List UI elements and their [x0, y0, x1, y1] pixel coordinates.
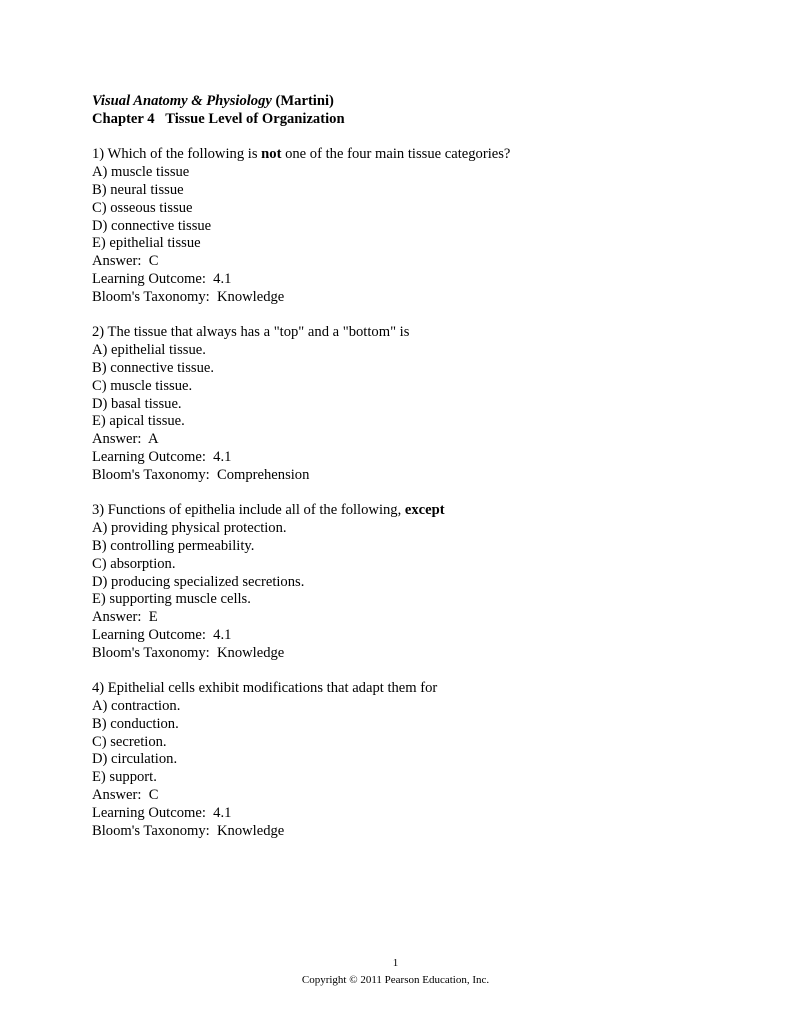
option-b: B) neural tissue	[92, 181, 184, 198]
learning-outcome: Learning Outcome: 4.1	[92, 270, 232, 287]
option-b: B) controlling permeability.	[92, 537, 255, 554]
option-d: D) circulation.	[92, 751, 178, 768]
spacer	[92, 663, 732, 681]
question-2	[92, 324, 732, 484]
learning-outcome: Learning Outcome: 4.1	[92, 626, 232, 643]
blooms-taxonomy: Bloom's Taxonomy: Knowledge	[92, 644, 285, 661]
option-d: D) connective tissue	[92, 217, 212, 234]
option-c: C) osseous tissue	[92, 199, 193, 216]
question-stem-emphasis: not	[261, 146, 282, 163]
option-e: E) apical tissue.	[92, 413, 185, 430]
spacer	[92, 129, 732, 147]
option-b: B) conduction.	[92, 715, 179, 732]
option-a: A) contraction.	[92, 698, 181, 715]
learning-outcome: Learning Outcome: 4.1	[92, 804, 232, 821]
question-stem-text: 2) The tissue that always has a "top" and a "bottom" is	[92, 324, 410, 341]
answer: Answer: C	[92, 787, 159, 804]
option-d: D) producing specialized secretions.	[92, 573, 305, 590]
option-c: C) absorption.	[92, 555, 176, 572]
option-a: A) muscle tissue	[92, 164, 190, 181]
option-e: E) epithelial tissue	[92, 235, 201, 252]
option-a: A) providing physical protection.	[92, 520, 287, 537]
answer: Answer: A	[92, 431, 159, 448]
question-stem	[92, 324, 732, 342]
question-stem-text: 3) Functions of epithelia include all of the following,	[92, 502, 405, 519]
question-stem-text: 1) Which of the following is	[92, 146, 262, 163]
option-e: E) supporting muscle cells.	[92, 591, 251, 608]
question-stem	[92, 680, 732, 698]
question-stem	[92, 502, 732, 520]
option-d: D) basal tissue.	[92, 395, 182, 412]
blooms-taxonomy: Bloom's Taxonomy: Knowledge	[92, 288, 285, 305]
book-author: (Martini)	[271, 93, 334, 109]
question-3	[92, 502, 732, 662]
question-1	[92, 146, 732, 306]
spacer	[92, 485, 732, 503]
book-title-italic: Visual Anatomy & Physiology	[92, 93, 272, 109]
spacer	[92, 307, 732, 325]
answer: Answer: C	[92, 253, 159, 270]
question-stem-emphasis: except	[404, 502, 445, 519]
option-c: C) secretion.	[92, 733, 167, 750]
option-a: A) epithelial tissue.	[92, 342, 206, 359]
option-b: B) connective tissue.	[92, 359, 214, 376]
option-c: C) muscle tissue.	[92, 377, 193, 394]
document-content	[92, 93, 732, 840]
question-stem	[92, 146, 732, 164]
blooms-taxonomy: Bloom's Taxonomy: Comprehension	[92, 466, 310, 483]
chapter-title: Chapter 4 Tissue Level of Organization	[92, 110, 345, 127]
learning-outcome: Learning Outcome: 4.1	[92, 448, 232, 465]
answer: Answer: E	[92, 609, 158, 626]
blooms-taxonomy: Bloom's Taxonomy: Knowledge	[92, 822, 285, 839]
copyright-notice: Copyright © 2011 Pearson Education, Inc.	[301, 974, 490, 986]
question-4	[92, 680, 732, 840]
page-number: 1	[392, 957, 399, 969]
option-e: E) support.	[92, 769, 157, 786]
book-title	[92, 93, 732, 111]
question-stem-text-end: one of the four main tissue categories?	[281, 146, 511, 163]
question-stem-text: 4) Epithelial cells exhibit modifications that adapt them for	[92, 680, 438, 697]
